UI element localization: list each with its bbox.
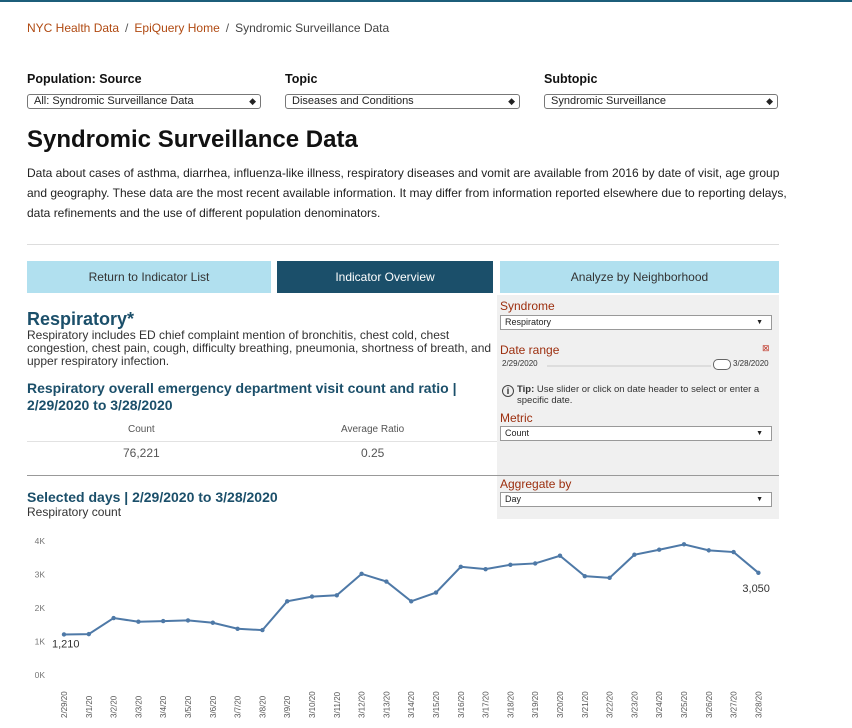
x-tick-label[interactable]: 3/28/20 [754, 691, 764, 718]
data-point[interactable] [707, 548, 711, 552]
x-tick-label[interactable]: 3/9/20 [283, 695, 293, 718]
y-tick-label: 2K [34, 603, 45, 613]
x-tick-label[interactable]: 3/2/20 [109, 695, 119, 718]
data-label: 3,050 [742, 582, 770, 595]
subtopic-select[interactable] [544, 94, 778, 109]
x-tick-label[interactable]: 3/27/20 [729, 691, 739, 718]
tip-text [517, 384, 775, 406]
y-tick-label: 3K [34, 569, 45, 580]
data-point[interactable] [558, 554, 562, 558]
data-point[interactable] [359, 572, 363, 576]
x-tick-label[interactable]: 3/11/20 [332, 691, 342, 718]
panel-divider [497, 475, 779, 476]
select-value: All: Syndromic Surveillance Data [34, 95, 194, 107]
select-arrows-icon: ◆ [249, 96, 256, 106]
ratio-value: 0.25 [361, 446, 385, 460]
population-source-select[interactable] [27, 94, 261, 109]
x-tick-label[interactable]: 3/8/20 [258, 695, 268, 718]
top-accent-line [0, 0, 852, 2]
x-tick-label[interactable]: 3/25/20 [680, 691, 689, 718]
divider [27, 244, 779, 245]
page-title: Syndromic Surveillance Data [27, 126, 358, 153]
x-tick-label[interactable]: 3/15/20 [432, 691, 441, 718]
breadcrumb-separator: / [225, 21, 230, 35]
date-end-input[interactable]: 3/28/2020 [733, 359, 769, 368]
chevron-down-icon: ▼ [756, 319, 763, 326]
data-point[interactable] [731, 550, 735, 554]
overall-visits-title: Respiratory overall emergency department visit count and ratio | 2/29/2020 to 3/28/2020 [27, 380, 457, 413]
x-tick-label[interactable]: 3/16/20 [456, 691, 466, 718]
data-point[interactable] [285, 599, 289, 603]
date-slider-handle[interactable] [713, 359, 731, 370]
tab-return-to-indicator-list[interactable]: Return to Indicator List [27, 261, 271, 293]
indicator-title: Respiratory* [27, 309, 135, 329]
y-tick-label: 0K [34, 670, 45, 680]
data-point[interactable] [508, 563, 512, 567]
data-point[interactable] [583, 574, 587, 578]
data-point[interactable] [459, 565, 463, 569]
data-point[interactable] [211, 621, 215, 625]
count-value: 76,221 [123, 446, 160, 460]
x-tick-label[interactable]: 3/24/20 [655, 691, 665, 718]
filter-label: Subtopic [544, 72, 598, 86]
select-arrows-icon: ◆ [508, 96, 515, 106]
data-point[interactable] [87, 632, 91, 636]
x-tick-label[interactable]: 3/6/20 [208, 695, 218, 718]
data-point[interactable] [756, 571, 760, 575]
dropdown-value: Count [505, 428, 530, 438]
data-point[interactable] [310, 594, 314, 598]
data-point[interactable] [136, 620, 140, 624]
chevron-down-icon: ▼ [756, 430, 763, 437]
x-tick-label[interactable]: 3/17/20 [481, 691, 491, 718]
data-point[interactable] [657, 548, 661, 552]
x-tick-label[interactable]: 3/3/20 [134, 695, 144, 718]
x-tick-label[interactable]: 2/29/20 [60, 691, 69, 718]
x-tick-label[interactable]: 3/5/20 [184, 695, 193, 718]
metric-label: Metric [500, 411, 533, 425]
x-tick-label[interactable]: 3/7/20 [233, 695, 243, 718]
series-line [64, 544, 758, 634]
syndrome-dropdown[interactable] [500, 315, 772, 330]
x-tick-label[interactable]: 3/18/20 [506, 691, 516, 718]
data-point[interactable] [434, 590, 438, 594]
selected-days-subtitle: Respiratory count [27, 505, 122, 519]
clear-filter-icon[interactable]: ⊠ [762, 343, 770, 353]
filter-topic [285, 72, 520, 109]
breadcrumb [27, 21, 389, 35]
filter-label: Topic [285, 72, 318, 86]
x-tick-label[interactable]: 3/22/20 [605, 691, 615, 718]
data-point[interactable] [384, 579, 388, 583]
data-point[interactable] [632, 553, 636, 557]
filter-panel [497, 295, 779, 519]
y-tick-label: 1K [34, 636, 45, 647]
x-tick-label[interactable]: 3/10/20 [308, 691, 317, 718]
data-point[interactable] [161, 619, 165, 623]
x-tick-label[interactable]: 3/4/20 [159, 695, 169, 718]
data-point[interactable] [682, 542, 686, 546]
tab-indicator-overview[interactable]: Indicator Overview [277, 261, 493, 293]
info-icon: i [502, 385, 514, 397]
chevron-down-icon: ▼ [756, 496, 763, 503]
tab-analyze-by-neighborhood[interactable]: Analyze by Neighborhood [500, 261, 779, 293]
aggregate-dropdown[interactable] [500, 492, 772, 507]
aggregate-label: Aggregate by [500, 477, 572, 491]
tip-body: Use slider or click on date header to select or enter a specific date. [517, 384, 760, 406]
data-point[interactable] [607, 576, 611, 580]
indicator-description: Respiratory includes ED chief complaint mention of bronchitis, chest cold, chest congestion, chest pain, cough, difficulty breathing, pneumonia, shortness of breath, and upper respiratory infection. [27, 328, 492, 368]
data-point[interactable] [533, 561, 537, 565]
breadcrumb-current: Syndromic Surveillance Data [235, 21, 390, 35]
data-point[interactable] [111, 616, 115, 620]
data-point[interactable] [260, 628, 264, 632]
selected-days-title: Selected days | 2/29/2020 to 3/28/2020 [27, 489, 278, 505]
date-start-input[interactable]: 2/29/2020 [502, 359, 538, 368]
x-tick-label[interactable]: 3/21/20 [580, 691, 590, 718]
x-tick-label[interactable]: 3/19/20 [531, 691, 541, 718]
count-column-header: Count [128, 424, 155, 435]
date-range-label: Date range [500, 343, 560, 357]
filter-subtopic [544, 72, 778, 109]
x-tick-label[interactable]: 3/23/20 [630, 691, 640, 718]
x-tick-label[interactable]: 3/1/20 [84, 695, 94, 718]
date-slider-track[interactable] [547, 365, 711, 367]
breadcrumb-separator: / [125, 21, 129, 35]
y-tick-label: 4K [34, 536, 45, 546]
dropdown-value: Day [505, 494, 522, 504]
table-divider [27, 441, 497, 442]
data-point[interactable] [235, 627, 239, 631]
select-value: Syndromic Surveillance [551, 95, 666, 107]
x-tick-label[interactable]: 3/13/20 [382, 691, 392, 718]
metric-dropdown[interactable] [500, 426, 772, 441]
ratio-column-header: Average Ratio [341, 424, 405, 435]
section-divider [27, 475, 497, 476]
filter-population-source [27, 72, 261, 109]
data-point[interactable] [409, 599, 413, 603]
data-point[interactable] [335, 593, 339, 597]
topic-select[interactable] [285, 94, 520, 109]
x-tick-label[interactable]: 3/12/20 [357, 691, 367, 718]
dropdown-value: Respiratory [505, 317, 552, 327]
data-point[interactable] [62, 632, 66, 636]
filter-label: Population: Source [27, 72, 142, 86]
tip-label: Tip: [517, 384, 535, 395]
page-intro: Data about cases of asthma, diarrhea, influenza-like illness, respiratory diseases and vomit are available from 2016 by date of visit, age group and geography. These data are the most recent available information. It may differ from information reported elsewhere due to reporting delays, data refinements and the use of different population denominators. [27, 166, 787, 220]
syndrome-label: Syndrome [500, 299, 555, 313]
select-arrows-icon: ◆ [766, 96, 773, 106]
breadcrumb-epiquery-home[interactable]: EpiQuery Home [134, 21, 220, 35]
x-tick-label[interactable]: 3/26/20 [704, 691, 714, 718]
x-tick-label[interactable]: 3/14/20 [407, 691, 417, 718]
x-tick-label[interactable]: 3/20/20 [556, 691, 565, 718]
data-label: 1,210 [52, 638, 80, 651]
data-point[interactable] [186, 618, 190, 622]
data-point[interactable] [483, 567, 487, 571]
select-value: Diseases and Conditions [292, 95, 414, 107]
breadcrumb-nyc-health-data[interactable]: NYC Health Data [27, 21, 120, 35]
